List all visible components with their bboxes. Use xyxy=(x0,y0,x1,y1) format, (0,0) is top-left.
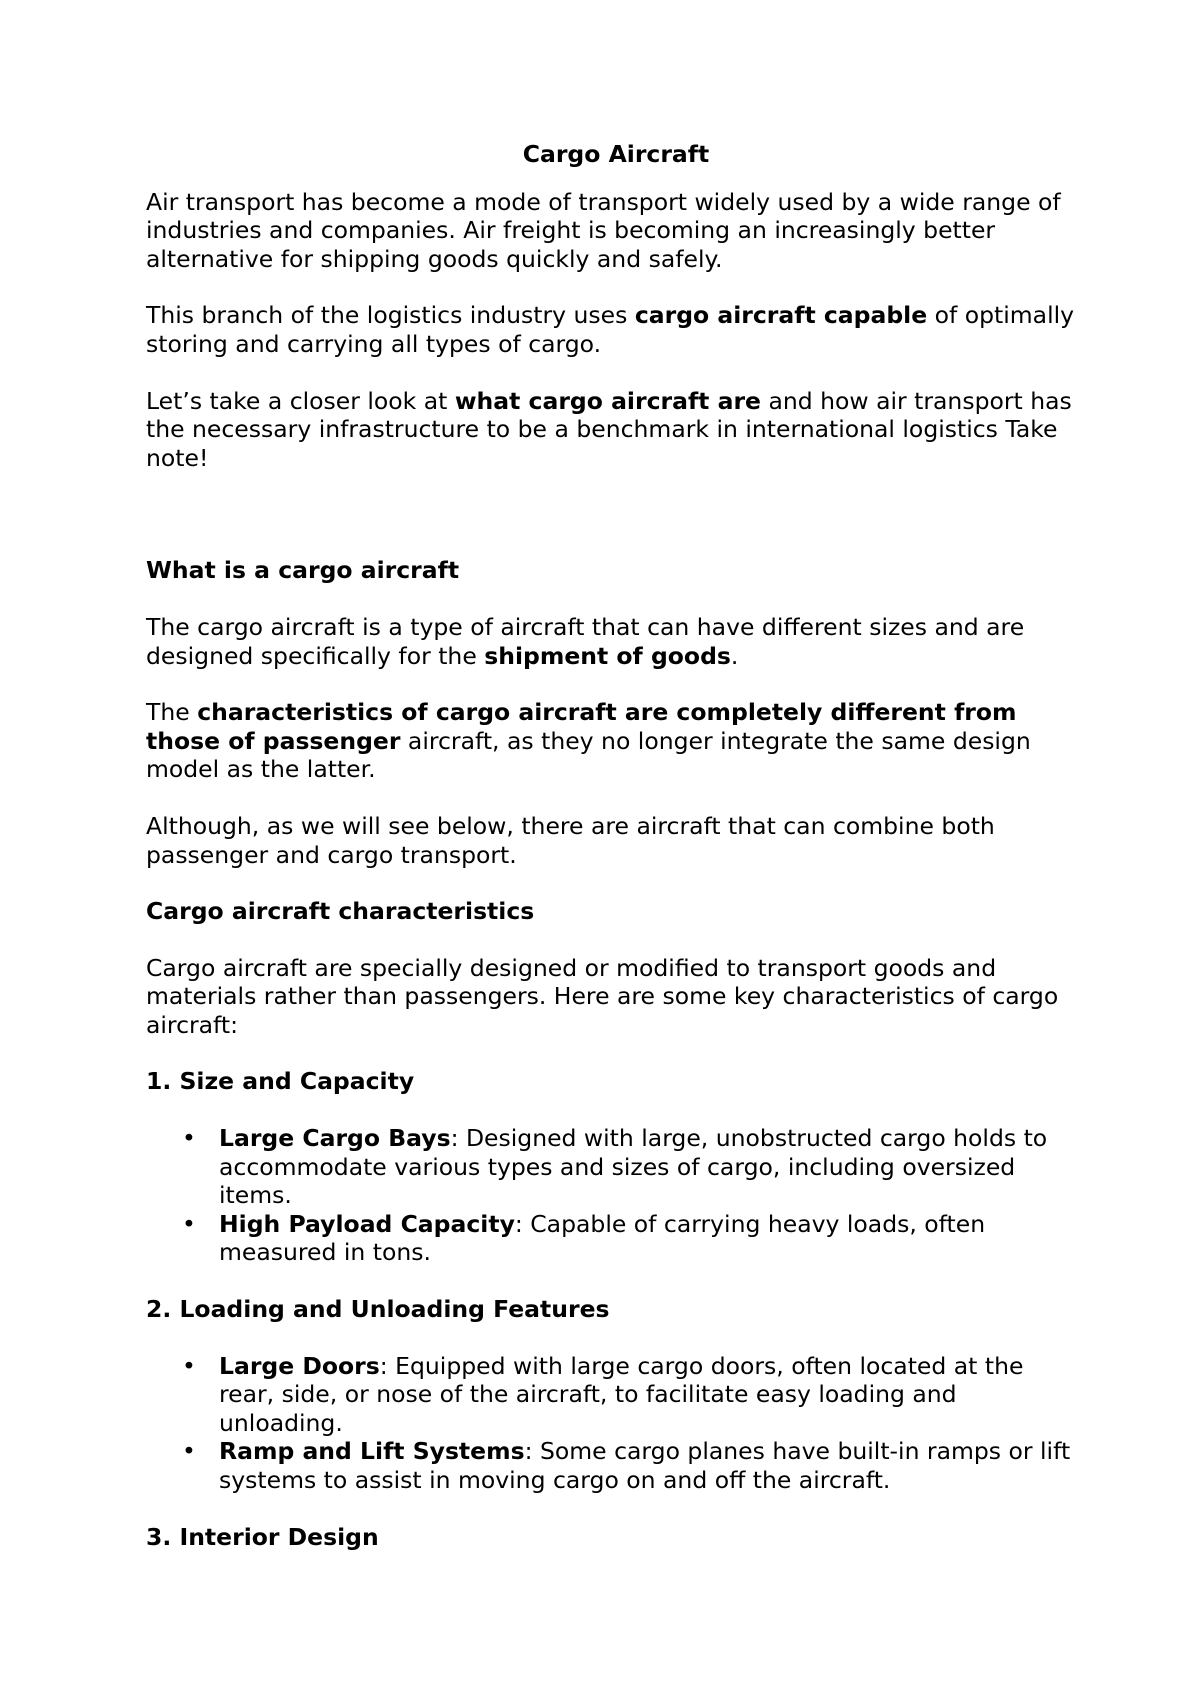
intro-paragraph-3 xyxy=(146,387,1086,473)
text-run: The cargo aircraft is a type of aircraft that can have different sizes and are designed specifically for the xyxy=(146,612,1025,670)
bold-text: shipment of goods xyxy=(484,641,731,670)
text-run: of optimally storing and carrying all types of cargo. xyxy=(146,301,1075,358)
bold-text: cargo aircraft capable xyxy=(634,301,928,330)
bullet-icon: • xyxy=(182,1437,196,1466)
subsection-heading-size: 1. Size and Capacity xyxy=(146,1067,415,1096)
characteristics-intro: Cargo aircraft are specially designed or modified to transport goods and materials rather than passengers. Here are some key characteristics of cargo aircraft: xyxy=(146,953,1059,1039)
text-run: The xyxy=(146,698,198,727)
bullet-icon: • xyxy=(182,1124,196,1153)
intro-paragraph-1: Air transport has become a mode of transport widely used by a wide range of industries and companies. Air freight is becoming an increasingly better alternative for shipping goods quickly and safely. xyxy=(146,187,1061,273)
bold-text: characteristics of cargo aircraft are completely different from those of passenger xyxy=(146,698,1017,755)
list-item-text: : Designed with large, unobstructed cargo holds to accommodate various types and sizes of cargo, including oversized items. xyxy=(219,1124,1048,1210)
what-is-paragraph-2 xyxy=(146,698,1086,784)
subsection-heading-loading: 2. Loading and Unloading Features xyxy=(146,1295,610,1324)
text-run: . xyxy=(730,641,739,670)
list-item xyxy=(146,1210,1086,1267)
intro-paragraph-2 xyxy=(146,301,1086,358)
document-page xyxy=(146,140,1086,1579)
text-run: and how air transport has the necessary infrastructure to be a benchmark in international logistics Take note! xyxy=(146,386,1072,472)
list-item-term: Ramp and Lift Systems xyxy=(219,1437,525,1466)
bullet-icon: • xyxy=(182,1351,196,1380)
list-item-term: Large Doors xyxy=(219,1351,380,1380)
list-item-term: High Payload Capacity xyxy=(219,1209,515,1238)
list-item-text: : Equipped with large cargo doors, often located at the rear, side, or nose of the aircraft, to facilitate easy loading and unloading. xyxy=(219,1351,1024,1437)
text-run: This branch of the logistics industry uses xyxy=(146,301,635,330)
blank-space xyxy=(146,500,1086,556)
bullet-icon: • xyxy=(182,1209,196,1238)
subsection-heading-interior: 3. Interior Design xyxy=(146,1522,379,1551)
list-item xyxy=(146,1124,1086,1210)
text-run: Let’s take a closer look at xyxy=(146,386,455,415)
bullet-list-size xyxy=(146,1124,1086,1267)
list-item-text: : Some cargo planes have built-in ramps or lift systems to assist in moving cargo on and off the aircraft. xyxy=(219,1437,1071,1494)
text-run: aircraft, as they no longer integrate the same design model as the latter. xyxy=(146,726,1031,784)
list-item-term: Large Cargo Bays xyxy=(219,1124,451,1153)
list-item-text: : Capable of carrying heavy loads, often measured in tons. xyxy=(219,1209,986,1267)
section-heading-characteristics: Cargo aircraft characteristics xyxy=(146,897,535,926)
bold-text: what cargo aircraft are xyxy=(454,386,761,415)
what-is-paragraph-1 xyxy=(146,613,1086,670)
list-item xyxy=(146,1437,1086,1494)
bullet-list-loading xyxy=(146,1352,1086,1495)
document-title: Cargo Aircraft xyxy=(522,140,710,168)
section-heading-what-is: What is a cargo aircraft xyxy=(146,556,460,585)
list-item xyxy=(146,1352,1086,1438)
what-is-paragraph-3: Although, as we will see below, there are aircraft that can combine both passenger and cargo transport. xyxy=(146,811,995,869)
